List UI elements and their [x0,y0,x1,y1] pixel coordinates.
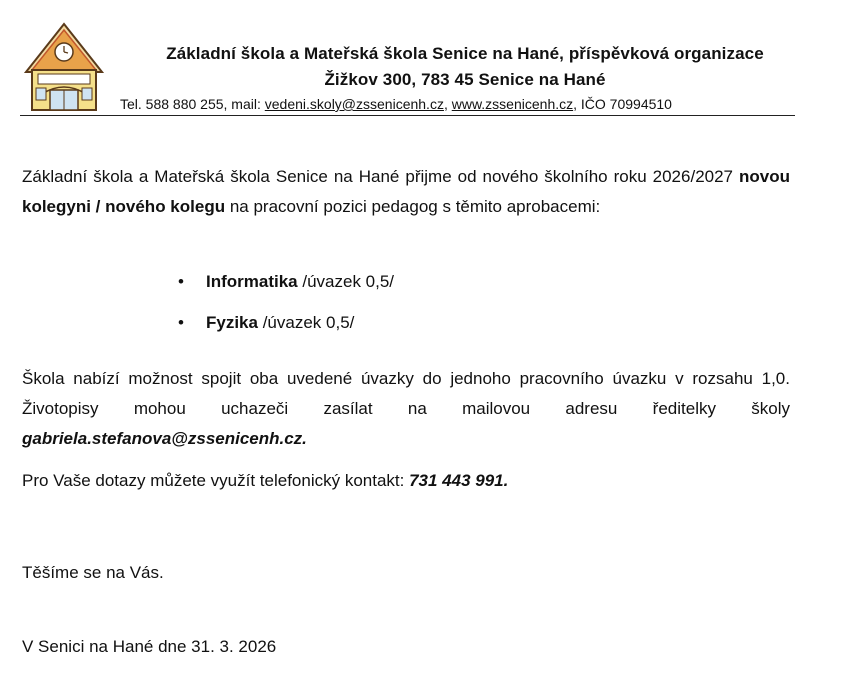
intro-paragraph [22,162,790,222]
contact-separator: , [443,96,452,112]
subject-detail: /úvazek 0,5/ [297,272,395,291]
contact-text: Pro Vaše dotazy můžete využít telefonický kontakt: [22,471,410,490]
offer-paragraph [22,364,790,454]
bullet-icon: • [178,272,184,291]
school-name: Základní škola a Mateřská škola Senice na Hané, příspěvková organizace [166,44,764,63]
school-logo [22,22,106,114]
intro-bold: novou kolegyni / nového kolegu [22,167,790,216]
director-email: gabriela.stefanova@zssenicenh.cz. [22,429,307,448]
contact-line [120,96,672,112]
intro-text-1: Základní škola a Mateřská škola Senice na Hané přijme od nového školního roku 2026/2027 [22,167,739,186]
subject-name: Informatika [206,272,298,291]
website-link[interactable]: www.zssenicenh.cz [451,96,574,112]
closing-text: Těšíme se na Vás. [22,563,164,582]
bullet-icon: • [178,313,184,332]
email-link[interactable]: vedeni.skoly@zssenicenh.cz [264,96,444,112]
header-divider [20,115,795,116]
contact-prefix: Tel. 588 880 255, mail: [120,96,265,112]
ico-text: , IČO 70994510 [573,96,672,112]
offer-text: Škola nabízí možnost spojit oba uvedené úvazky do jednoho pracovního úvazku v rozsahu 1,0. Životopisy mohou uchazeči zasílat na mailovou adresu ředitelky školy [22,369,790,418]
contact-paragraph [22,466,790,496]
school-address: Žižkov 300, 783 45 Senice na Hané [324,70,606,89]
subject-name: Fyzika [206,313,258,332]
list-item [178,313,354,333]
list-item [178,272,394,292]
subject-detail: /úvazek 0,5/ [257,313,355,332]
place-date: V Senici na Hané dne 31. 3. 2026 [22,637,277,656]
phone-number: 731 443 991. [409,471,509,490]
intro-text-2: na pracovní pozici pedagog s těmito aprobacemi: [225,197,601,216]
